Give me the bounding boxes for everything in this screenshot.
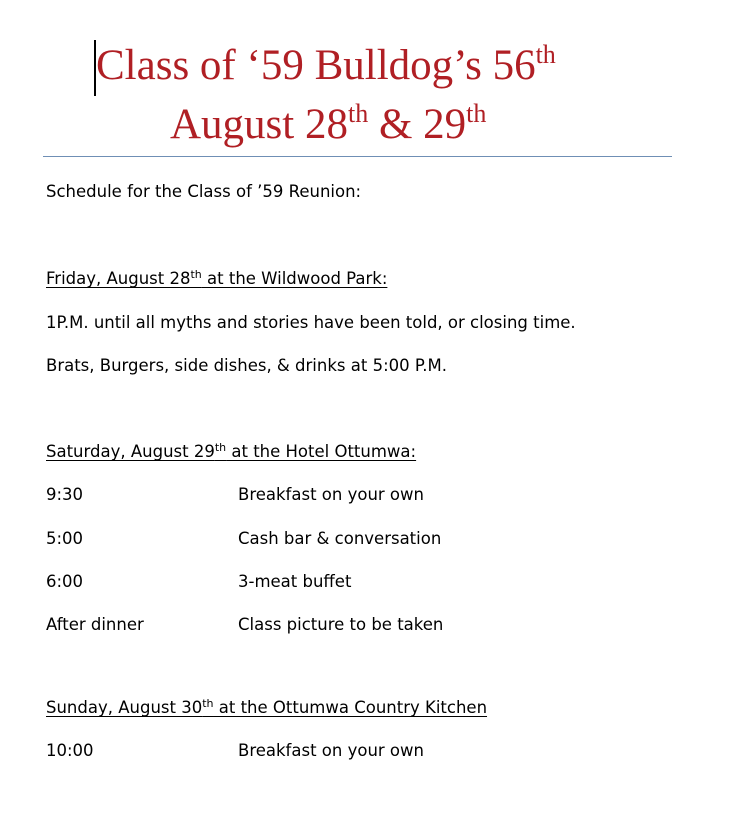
friday-line-2: Brats, Burgers, side dishes, & drinks at 5:00 P.M. [46,356,447,375]
title-date-1-superscript: th [347,99,369,128]
intro-text: Schedule for the Class of ’59 Reunion: [46,182,362,201]
friday-heading-date: Friday, August 28 [46,269,191,288]
schedule-event: Breakfast on your own [238,741,424,760]
saturday-heading-superscript: th [214,441,227,454]
title-line-1-text: Class of ‘59 Bulldog’s 56 [96,42,536,89]
schedule-time: 10:00 [46,741,94,760]
friday-heading-superscript: th [190,268,202,281]
title-line-1-superscript: th [535,40,556,69]
schedule-event: 3-meat buffet [238,572,352,591]
schedule-time: 5:00 [46,529,84,548]
title-date-2: & 29 [368,101,467,148]
saturday-heading-date: Saturday, August 29 [46,442,215,461]
friday-heading-location: at the Wildwood Park: [201,269,388,288]
schedule-event: Cash bar & conversation [238,529,442,548]
schedule-time: 6:00 [46,572,84,591]
sunday-heading-location: at the Ottumwa Country Kitchen [213,698,488,717]
saturday-heading-location: at the Hotel Ottumwa: [226,442,417,461]
sunday-heading [46,698,487,720]
saturday-heading [46,442,416,464]
schedule-time: 9:30 [46,485,84,504]
title-line-1 [96,40,556,89]
schedule-event: Class picture to be taken [238,615,444,634]
title-line-2 [170,99,487,148]
sunday-heading-date: Sunday, August 30 [46,698,203,717]
schedule-event: Breakfast on your own [238,485,424,504]
title-date-2-superscript: th [466,99,487,128]
title-divider [43,156,672,157]
schedule-time: After dinner [46,615,144,634]
sunday-heading-superscript: th [202,697,214,710]
friday-line-1: 1P.M. until all myths and stories have been told, or closing time. [46,313,576,332]
title-date-1: August 28 [170,101,348,148]
friday-heading [46,269,387,291]
